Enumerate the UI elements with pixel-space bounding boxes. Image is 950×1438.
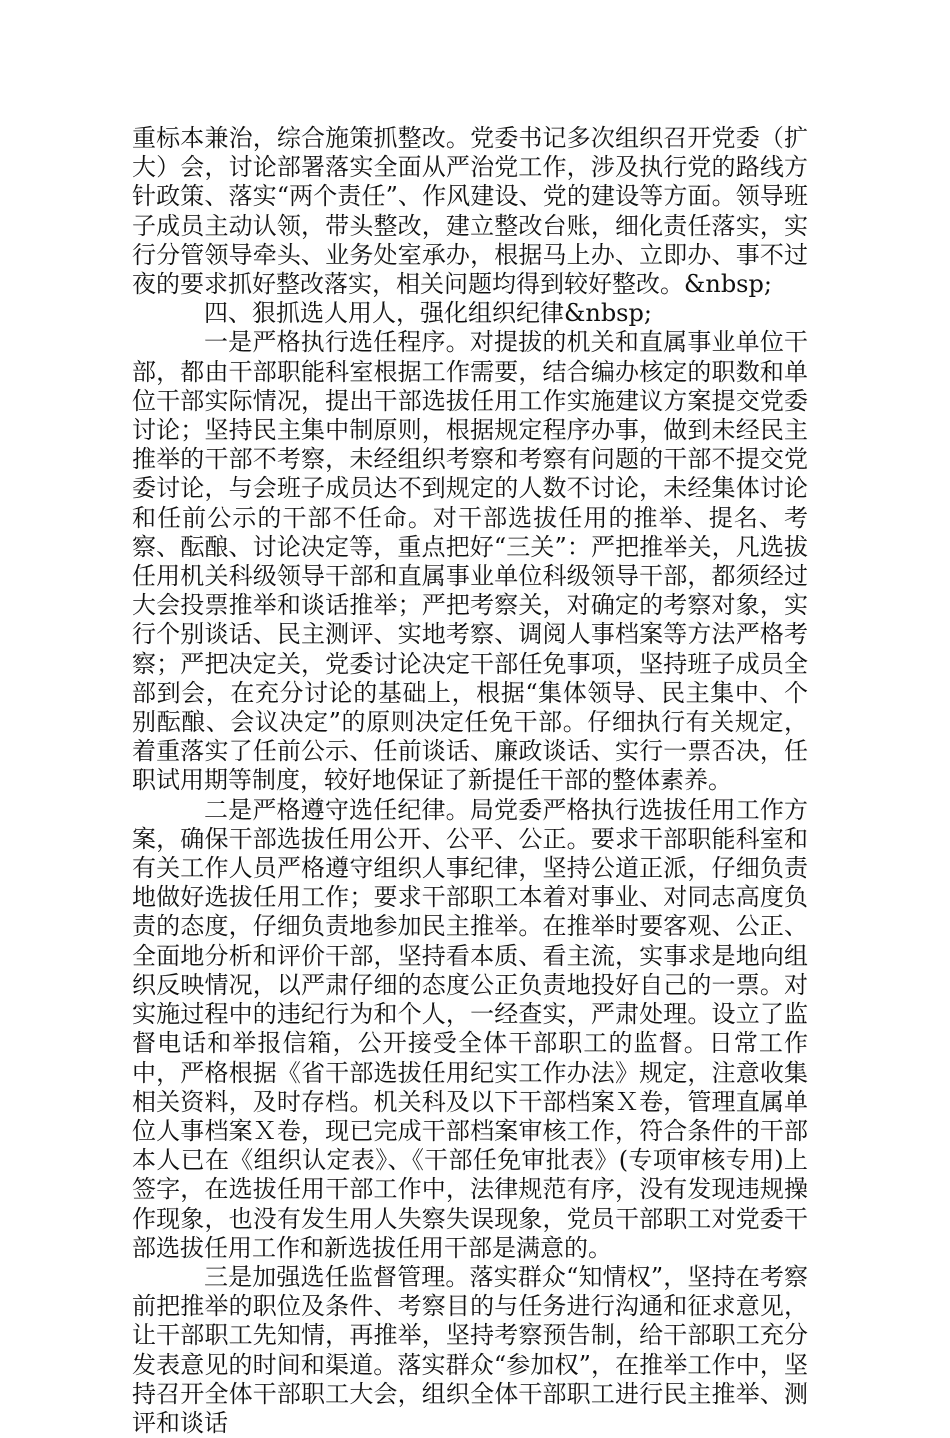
paragraph-selection-discipline: 二是严格遵守选任纪律。局党委严格执行选拔任用工作方案，确保干部选拔任用公开、公平、公正。要求干部职能科室和有关工作人员严格遵守组织人事纪律，坚持公道正派，仔细负责地做好选拔任用工作；要求干部职工本着对事业、对同志高度负责的态度，仔细负责地参加民主推举。在推举时要客观、公正、全面地分析和评价干部，坚持看本质、看主流，实事求是地向组织反映情况，以严肃仔细的态度公正负责地投好自己的一票。对实施过程中的违纪行为和个人，一经查实，严肃处理。设立了监督电话和举报信箱，公开接受全体干部职工的监督。日常工作中，严格根据《省干部选拔任用纪实工作办法》规定，注意收集相关资料，及时存档。机关科及以下干部档案Ｘ卷，管理直属单位人事档案Ｘ卷，现已完成干部档案审核工作，符合条件的干部本人已在《组织认定表》、《干部任免审批表》(专项审核专用)上签字，在选拔任用干部工作中，法律规范有序，没有发现违规操作现象，也没有发生用人失察失误现象，党员干部职工对党委干部选拔任用工作和新选拔任用干部是满意的。 — [132, 795, 808, 1262]
document-body — [132, 124, 808, 1438]
section-heading-personnel: 四、狠抓选人用人，强化组织纪律&nbsp; — [204, 299, 652, 328]
paragraph-selection-supervision: 三是加强选任监督管理。落实群众“知情权”，坚持在考察前把推举的职位及条件、考察目的与任务进行沟通和征求意见，让干部职工先知情，再推举，坚持考察预告制，给干部职工充分发表意见的时间和渠道。落实群众“参加权”，在推举工作中，坚持召开全体干部职工大会，组织全体干部职工进行民主推举、测评和谈话 — [132, 1262, 808, 1437]
paragraph-selection-procedure: 一是严格执行选任程序。对提拔的机关和直属事业单位干部，都由干部职能科室根据工作需要，结合编办核定的职数和单位干部实际情况，提出干部选拔任用工作实施建议方案提交党委讨论；坚持民主集中制原则，根据规定程序办事，做到未经民主推举的干部不考察，未经组织考察和考察有问题的干部不提交党委讨论，与会班子成员达不到规定的人数不讨论，未经集体讨论和任前公示的干部不任命。对干部选拔任用的推举、提名、考察、酝酿、讨论决定等，重点把好“三关”：严把推举关，凡选拔任用机关科级领导干部和直属事业单位科级领导干部，都须经过大会投票推举和谈话推举；严把考察关，对确定的考察对象，实行个别谈话、民主测评、实地考察、调阅人事档案等方法严格考察；严把决定关，党委讨论决定干部任免事项，坚持班子成员全部到会，在充分讨论的基础上，根据“集体领导、民主集中、个别酝酿、会议决定”的原则决定任免干部。仔细执行有关规定，着重落实了任前公示、任前谈话、廉政谈话、实行一票否决，任职试用期等制度，较好地保证了新提任干部的整体素养。 — [132, 328, 808, 795]
paragraph-rectification: 重标本兼治，综合施策抓整改。党委书记多次组织召开党委（扩大）会，讨论部署落实全面从严治党工作，涉及执行党的路线方针政策、落实“两个责任”、作风建设、党的建设等方面。领导班子成员主动认领，带头整改，建立整改台账，细化责任落实，实行分管领导牵头、业务处室承办，根据马上办、立即办、事不过夜的要求抓好整改落实，相关问题均得到较好整改。&nbsp; — [132, 124, 808, 299]
